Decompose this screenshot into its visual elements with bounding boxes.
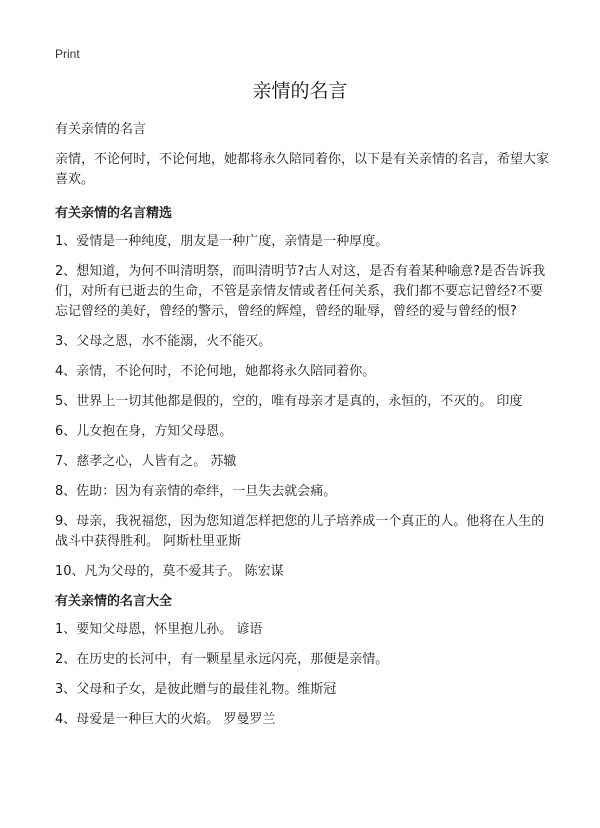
article-body <box>55 120 555 740</box>
page-title: 亲情的名言 <box>252 80 348 102</box>
quote-item: 8、佐助：因为有亲情的牵绊，一旦失去就会痛。 <box>55 484 337 499</box>
quote-item: 6、儿女抱在身，方知父母恩。 <box>55 424 233 439</box>
quote-item: 7、慈孝之心，人皆有之。 苏辙 <box>55 454 237 469</box>
quote-item: 10、凡为父母的，莫不爱其子。 陈宏谋 <box>55 564 284 579</box>
section-heading-collection: 有关亲情的名言大全 <box>55 594 173 609</box>
quote-item: 4、亲情，不论何时，不论何地，她都将永久陪同着你。 <box>55 364 376 379</box>
quote-item: 4、母爱是一种巨大的火焰。 罗曼罗兰 <box>55 712 276 727</box>
quote-item: 9、母亲，我祝福您，因为您知道怎样把您的儿子培养成一个真正的人。他将在人生的战斗中获得胜利。 阿斯杜里亚斯 <box>55 514 545 549</box>
print-link[interactable]: Print <box>55 47 80 61</box>
quote-item: 1、爱情是一种纯度，朋友是一种广度，亲情是一种厚度。 <box>55 234 389 249</box>
quote-item: 3、父母和子女，是彼此赠与的最佳礼物。维斯冠 <box>55 682 337 697</box>
quote-item: 2、在历史的长河中，有一颗星星永远闪亮，那便是亲情。 <box>55 652 389 667</box>
quote-item: 2、想知道，为何不叫清明祭，而叫清明节?古人对这，是否有着某种喻意?是否告诉我们，对所有已逝去的生命，不管是亲情友情或者任何关系，我们都不要忘记曾经?不要忘记曾经的美好，曾经的警示，曾经的辉煌，曾经的耻辱，曾经的爱与曾经的恨? <box>55 264 546 319</box>
article-subtitle: 有关亲情的名言 <box>55 122 147 137</box>
quote-item: 3、父母之恩，水不能溺，火不能灭。 <box>55 334 272 349</box>
quote-item: 1、要知父母恩，怀里抱儿孙。 谚语 <box>55 622 263 637</box>
section-heading-selected: 有关亲情的名言精选 <box>55 206 173 221</box>
intro-paragraph: 亲情，不论何时，不论何地，她都将永久陪同着你，以下是有关亲情的名言，希望大家喜欢。 <box>55 152 550 187</box>
quote-item: 5、世界上一切其他都是假的，空的，唯有母亲才是真的，永恒的，不灭的。 印度 <box>55 394 523 409</box>
